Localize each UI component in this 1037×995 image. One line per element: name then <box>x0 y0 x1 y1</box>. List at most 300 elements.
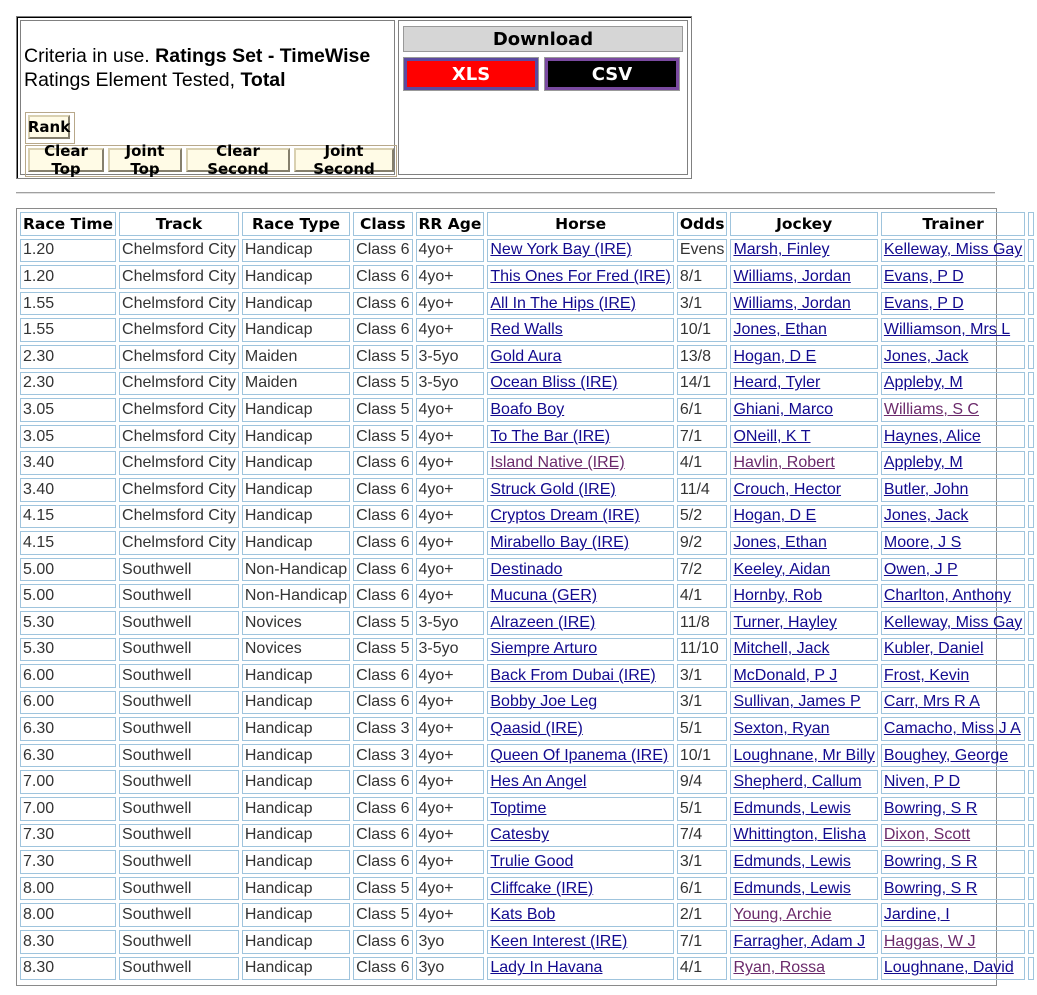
header-extra <box>1028 212 1034 236</box>
odds-cell: 10/1 <box>677 744 728 768</box>
trainer-link[interactable]: Appleby, M <box>883 374 963 392</box>
jockey-cell <box>730 531 877 555</box>
trainer-link[interactable]: Evans, P D <box>883 267 964 285</box>
horse-link[interactable]: Qaasid (IRE) <box>490 720 583 738</box>
rr-age-cell: 4yo+ <box>416 797 485 821</box>
race-time-cell: 3.40 <box>20 451 116 475</box>
table-row <box>20 744 1034 768</box>
jockey-link[interactable]: Jones, Ethan <box>733 321 827 339</box>
extra-cell <box>1028 770 1034 794</box>
table-row <box>20 877 1034 901</box>
header-horse: Horse <box>487 212 673 236</box>
horse-link[interactable]: Kats Bob <box>490 906 556 924</box>
rr-age-cell: 4yo+ <box>416 558 485 582</box>
class-cell: Class 5 <box>353 638 412 662</box>
jockey-link[interactable]: Whittington, Elisha <box>733 826 866 844</box>
class-cell: Class 6 <box>353 930 412 954</box>
horse-link[interactable]: Struck Gold (IRE) <box>490 480 616 498</box>
trainer-cell <box>881 451 1025 475</box>
class-cell: Class 6 <box>353 265 412 289</box>
jockey-cell <box>730 611 877 635</box>
horse-link[interactable]: New York Bay (IRE) <box>490 241 632 259</box>
odds-cell: 10/1 <box>677 318 728 342</box>
horse-cell <box>487 770 673 794</box>
race-time-cell: 1.55 <box>20 292 116 316</box>
trainer-link[interactable]: Evans, P D <box>883 294 964 312</box>
jockey-link[interactable]: Edmunds, Lewis <box>733 879 851 897</box>
track-cell: Southwell <box>119 611 239 635</box>
table-row <box>20 584 1034 608</box>
header-race-time: Race Time <box>20 212 116 236</box>
jockey-cell <box>730 957 877 981</box>
race-time-cell: 2.30 <box>20 345 116 369</box>
rr-age-cell: 4yo+ <box>416 770 485 794</box>
extra-cell <box>1028 797 1034 821</box>
trainer-cell <box>881 239 1025 263</box>
class-cell: Class 5 <box>353 372 412 396</box>
track-cell: Southwell <box>119 903 239 927</box>
horse-cell <box>487 292 673 316</box>
criteria-line1-label: Criteria in use. <box>24 45 156 67</box>
jockey-cell <box>730 930 877 954</box>
header-jockey: Jockey <box>730 212 877 236</box>
jockey-cell <box>730 770 877 794</box>
race-time-cell: 1.55 <box>20 318 116 342</box>
trainer-cell <box>881 638 1025 662</box>
horse-link[interactable]: Siempre Arturo <box>490 640 598 658</box>
trainer-link[interactable]: Haynes, Alice <box>883 427 981 445</box>
table-row <box>20 478 1034 502</box>
horse-cell <box>487 930 673 954</box>
horse-link[interactable]: Cliffcake (IRE) <box>490 879 594 897</box>
jockey-cell <box>730 744 877 768</box>
trainer-cell <box>881 558 1025 582</box>
race-type-cell: Novices <box>242 611 350 635</box>
race-time-cell: 1.20 <box>20 239 116 263</box>
race-time-cell: 3.05 <box>20 425 116 449</box>
trainer-link[interactable]: Frost, Kevin <box>883 666 970 684</box>
horse-cell <box>487 797 673 821</box>
trainer-link[interactable]: Owen, J P <box>883 560 958 578</box>
horse-link[interactable]: Gold Aura <box>490 347 562 365</box>
track-cell: Southwell <box>119 638 239 662</box>
odds-cell: 11/8 <box>677 611 728 635</box>
odds-cell: 3/1 <box>677 664 728 688</box>
jockey-cell <box>730 824 877 848</box>
jockey-link[interactable]: Farragher, Adam J <box>733 932 866 950</box>
rr-age-cell: 4yo+ <box>416 584 485 608</box>
rr-age-cell: 4yo+ <box>416 478 485 502</box>
track-cell: Chelmsford City <box>119 292 239 316</box>
track-cell: Southwell <box>119 824 239 848</box>
class-cell: Class 5 <box>353 345 412 369</box>
table-row <box>20 425 1034 449</box>
jockey-link[interactable]: Young, Archie <box>733 906 832 924</box>
horse-cell <box>487 372 673 396</box>
table-row <box>20 691 1034 715</box>
odds-cell: 14/1 <box>677 372 728 396</box>
horse-link[interactable]: Ocean Bliss (IRE) <box>490 374 618 392</box>
odds-cell: 7/1 <box>677 930 728 954</box>
jockey-cell <box>730 318 877 342</box>
extra-cell <box>1028 451 1034 475</box>
race-type-cell: Handicap <box>242 903 350 927</box>
race-time-cell: 5.30 <box>20 638 116 662</box>
horse-cell <box>487 691 673 715</box>
extra-cell <box>1028 584 1034 608</box>
jockey-link[interactable]: Ghiani, Marco <box>733 400 834 418</box>
jockey-cell <box>730 425 877 449</box>
rr-age-cell: 4yo+ <box>416 265 485 289</box>
rr-age-cell: 4yo+ <box>416 877 485 901</box>
jockey-link[interactable]: Turner, Hayley <box>733 613 837 631</box>
rr-age-cell: 4yo+ <box>416 744 485 768</box>
rr-age-cell: 4yo+ <box>416 717 485 741</box>
jockey-link[interactable]: Edmunds, Lewis <box>733 853 851 871</box>
class-cell: Class 3 <box>353 744 412 768</box>
trainer-cell <box>881 265 1025 289</box>
jockey-link[interactable]: Hogan, D E <box>733 507 817 525</box>
jockey-cell <box>730 877 877 901</box>
trainer-link[interactable]: Niven, P D <box>883 773 961 791</box>
odds-cell: 3/1 <box>677 691 728 715</box>
header-rr-age: RR Age <box>416 212 485 236</box>
odds-cell: 3/1 <box>677 292 728 316</box>
horse-link[interactable]: Cryptos Dream (IRE) <box>490 507 640 525</box>
jockey-link[interactable]: Jones, Ethan <box>733 533 827 551</box>
download-title: Download <box>403 26 683 52</box>
odds-cell: 8/1 <box>677 265 728 289</box>
horse-link[interactable]: Toptime <box>490 799 547 817</box>
odds-cell: 11/10 <box>677 638 728 662</box>
table-row <box>20 345 1034 369</box>
race-time-cell: 7.00 <box>20 770 116 794</box>
track-cell: Chelmsford City <box>119 451 239 475</box>
race-type-cell: Handicap <box>242 398 350 422</box>
odds-cell: 4/1 <box>677 584 728 608</box>
horse-link[interactable]: Mucuna (GER) <box>490 587 598 605</box>
jockey-link[interactable]: Shepherd, Callum <box>733 773 862 791</box>
trainer-cell <box>881 744 1025 768</box>
rr-age-cell: 4yo+ <box>416 824 485 848</box>
trainer-link[interactable]: Moore, J S <box>883 533 962 551</box>
horse-link[interactable]: Lady In Havana <box>490 959 603 977</box>
track-cell: Southwell <box>119 850 239 874</box>
class-cell: Class 5 <box>353 877 412 901</box>
jockey-link[interactable]: Crouch, Hector <box>733 480 842 498</box>
trainer-link[interactable]: Carr, Mrs R A <box>883 693 980 711</box>
race-type-cell: Handicap <box>242 239 350 263</box>
race-time-cell: 8.00 <box>20 903 116 927</box>
jockey-link[interactable]: Williams, Jordan <box>733 267 851 285</box>
trainer-cell <box>881 770 1025 794</box>
rr-age-cell: 3-5yo <box>416 611 485 635</box>
table-row <box>20 505 1034 529</box>
jockey-link[interactable]: Williams, Jordan <box>733 294 851 312</box>
jockey-cell <box>730 345 877 369</box>
class-cell: Class 6 <box>353 957 412 981</box>
table-row <box>20 531 1034 555</box>
trainer-cell <box>881 797 1025 821</box>
race-type-cell: Handicap <box>242 691 350 715</box>
jockey-link[interactable]: McDonald, P J <box>733 666 838 684</box>
horse-link[interactable]: Boafo Boy <box>490 400 565 418</box>
horse-link[interactable]: To The Bar (IRE) <box>490 427 611 445</box>
jockey-cell <box>730 797 877 821</box>
track-cell: Chelmsford City <box>119 425 239 449</box>
odds-cell: 5/1 <box>677 797 728 821</box>
jockey-cell <box>730 850 877 874</box>
class-cell: Class 6 <box>353 824 412 848</box>
jockey-link[interactable]: Hogan, D E <box>733 347 817 365</box>
jockey-cell <box>730 691 877 715</box>
extra-cell <box>1028 505 1034 529</box>
table-row <box>20 611 1034 635</box>
rr-age-cell: 4yo+ <box>416 398 485 422</box>
jockey-link[interactable]: Heard, Tyler <box>733 374 821 392</box>
trainer-link[interactable]: Butler, John <box>883 480 969 498</box>
race-type-cell: Handicap <box>242 797 350 821</box>
race-type-cell: Handicap <box>242 451 350 475</box>
jockey-link[interactable]: Marsh, Finley <box>733 241 830 259</box>
trainer-link[interactable]: Jones, Jack <box>883 507 969 525</box>
race-type-cell: Non-Handicap <box>242 558 350 582</box>
table-row <box>20 957 1034 981</box>
race-type-cell: Handicap <box>242 478 350 502</box>
track-cell: Southwell <box>119 717 239 741</box>
jockey-link[interactable]: Keeley, Aidan <box>733 560 831 578</box>
race-type-cell: Handicap <box>242 850 350 874</box>
ratings-element-value: Total <box>240 69 286 91</box>
trainer-link[interactable]: Camacho, Miss J A <box>883 720 1021 738</box>
odds-cell: 9/2 <box>677 531 728 555</box>
jockey-cell <box>730 265 877 289</box>
trainer-link[interactable]: Williamson, Mrs L <box>883 321 1011 339</box>
trainer-cell <box>881 345 1025 369</box>
horse-link[interactable]: Queen Of Ipanema (IRE) <box>490 746 669 764</box>
trainer-link[interactable]: Dixon, Scott <box>883 826 971 844</box>
horse-cell <box>487 451 673 475</box>
horse-cell <box>487 505 673 529</box>
extra-cell <box>1028 850 1034 874</box>
rr-age-cell: 3-5yo <box>416 638 485 662</box>
track-cell: Southwell <box>119 584 239 608</box>
horse-cell <box>487 345 673 369</box>
criteria-box <box>20 20 395 178</box>
rr-age-cell: 4yo+ <box>416 292 485 316</box>
trainer-link[interactable]: Bowring, S R <box>883 853 978 871</box>
extra-cell <box>1028 691 1034 715</box>
rank-button[interactable]: Rank <box>28 115 70 139</box>
download-box <box>398 20 688 175</box>
rr-age-cell: 4yo+ <box>416 451 485 475</box>
trainer-link[interactable]: Kubler, Daniel <box>883 640 984 658</box>
table-header-row <box>20 212 1034 236</box>
trainer-link[interactable]: Appleby, M <box>883 454 963 472</box>
trainer-link[interactable]: Haggas, W J <box>883 932 976 950</box>
track-cell: Chelmsford City <box>119 531 239 555</box>
trainer-link[interactable]: Bowring, S R <box>883 799 978 817</box>
jockey-link[interactable]: Havlin, Robert <box>733 454 835 472</box>
odds-cell: 6/1 <box>677 398 728 422</box>
jockey-cell <box>730 505 877 529</box>
track-cell: Chelmsford City <box>119 239 239 263</box>
rr-age-cell: 4yo+ <box>416 239 485 263</box>
horse-link[interactable]: All In The Hips (IRE) <box>490 294 636 312</box>
trainer-link[interactable]: Williams, S C <box>883 400 979 418</box>
horse-link[interactable]: Back From Dubai (IRE) <box>490 666 656 684</box>
horse-cell <box>487 611 673 635</box>
extra-cell <box>1028 558 1034 582</box>
race-time-cell: 6.30 <box>20 717 116 741</box>
track-cell: Chelmsford City <box>119 345 239 369</box>
track-cell: Southwell <box>119 558 239 582</box>
race-time-cell: 7.00 <box>20 797 116 821</box>
extra-cell <box>1028 930 1034 954</box>
xls-download-button[interactable]: XLS <box>404 58 538 90</box>
class-cell: Class 5 <box>353 611 412 635</box>
jockey-cell <box>730 717 877 741</box>
trainer-cell <box>881 318 1025 342</box>
divider <box>16 192 995 194</box>
race-type-cell: Handicap <box>242 425 350 449</box>
odds-cell: 2/1 <box>677 903 728 927</box>
jockey-link[interactable]: Loughnane, Mr Billy <box>733 746 875 764</box>
jockey-link[interactable]: Edmunds, Lewis <box>733 799 851 817</box>
csv-download-button[interactable]: CSV <box>545 58 679 90</box>
track-cell: Chelmsford City <box>119 398 239 422</box>
trainer-cell <box>881 478 1025 502</box>
horse-link[interactable]: Catesby <box>490 826 550 844</box>
rr-age-cell: 4yo+ <box>416 664 485 688</box>
trainer-cell <box>881 877 1025 901</box>
jockey-cell <box>730 478 877 502</box>
trainer-cell <box>881 930 1025 954</box>
horse-link[interactable]: This Ones For Fred (IRE) <box>490 267 671 285</box>
race-time-cell: 1.20 <box>20 265 116 289</box>
odds-cell: 7/4 <box>677 824 728 848</box>
rr-age-cell: 3yo <box>416 930 485 954</box>
jockey-link[interactable]: Sexton, Ryan <box>733 720 830 738</box>
race-time-cell: 5.30 <box>20 611 116 635</box>
trainer-link[interactable]: Kelleway, Miss Gay <box>883 613 1023 631</box>
joint-second-button[interactable]: Joint Second <box>294 148 394 172</box>
header-class: Class <box>353 212 412 236</box>
jockey-link[interactable]: Hornby, Rob <box>733 587 823 605</box>
class-cell: Class 6 <box>353 797 412 821</box>
race-time-cell: 4.15 <box>20 505 116 529</box>
track-cell: Southwell <box>119 957 239 981</box>
class-cell: Class 6 <box>353 691 412 715</box>
extra-cell <box>1028 292 1034 316</box>
trainer-link[interactable]: Loughnane, David <box>883 959 1014 977</box>
race-time-cell: 3.40 <box>20 478 116 502</box>
extra-cell <box>1028 372 1034 396</box>
race-time-cell: 7.30 <box>20 824 116 848</box>
clear-top-button[interactable]: Clear Top <box>28 148 104 172</box>
trainer-link[interactable]: Charlton, Anthony <box>883 587 1012 605</box>
class-cell: Class 6 <box>353 478 412 502</box>
joint-top-button[interactable]: Joint Top <box>108 148 182 172</box>
rr-age-cell: 3-5yo <box>416 372 485 396</box>
odds-cell: 13/8 <box>677 345 728 369</box>
horse-link[interactable]: Hes An Angel <box>490 773 587 791</box>
rr-age-cell: 4yo+ <box>416 850 485 874</box>
track-cell: Southwell <box>119 770 239 794</box>
ratings-set-value: Ratings Set - TimeWise <box>155 45 371 67</box>
class-cell: Class 3 <box>353 717 412 741</box>
trainer-link[interactable]: Jones, Jack <box>883 347 969 365</box>
trainer-link[interactable]: Kelleway, Miss Gay <box>883 241 1023 259</box>
jockey-cell <box>730 638 877 662</box>
table-row <box>20 797 1034 821</box>
jockey-cell <box>730 664 877 688</box>
horse-link[interactable]: Island Native (IRE) <box>490 454 625 472</box>
jockey-link[interactable]: Ryan, Rossa <box>733 959 826 977</box>
rr-age-cell: 4yo+ <box>416 505 485 529</box>
extra-cell <box>1028 239 1034 263</box>
table-row <box>20 372 1034 396</box>
horse-link[interactable]: Bobby Joe Leg <box>490 693 598 711</box>
table-body <box>20 239 1034 981</box>
extra-cell <box>1028 744 1034 768</box>
horse-link[interactable]: Destinado <box>490 560 563 578</box>
race-time-cell: 4.15 <box>20 531 116 555</box>
trainer-link[interactable]: Boughey, George <box>883 746 1009 764</box>
class-cell: Class 5 <box>353 425 412 449</box>
horse-link[interactable]: Alrazeen (IRE) <box>490 613 596 631</box>
jockey-link[interactable]: Sullivan, James P <box>733 693 861 711</box>
horse-link[interactable]: Trulie Good <box>490 853 574 871</box>
trainer-cell <box>881 664 1025 688</box>
extra-cell <box>1028 398 1034 422</box>
jockey-link[interactable]: ONeill, K T <box>733 427 811 445</box>
race-time-cell: 6.00 <box>20 664 116 688</box>
horse-cell <box>487 664 673 688</box>
table-row <box>20 451 1034 475</box>
class-cell: Class 6 <box>353 584 412 608</box>
jockey-cell <box>730 239 877 263</box>
race-time-cell: 3.05 <box>20 398 116 422</box>
trainer-link[interactable]: Bowring, S R <box>883 879 978 897</box>
trainer-link[interactable]: Jardine, I <box>883 906 950 924</box>
trainer-cell <box>881 398 1025 422</box>
track-cell: Chelmsford City <box>119 478 239 502</box>
odds-cell: Evens <box>677 239 728 263</box>
trainer-cell <box>881 292 1025 316</box>
table-row <box>20 292 1034 316</box>
horse-link[interactable]: Keen Interest (IRE) <box>490 932 628 950</box>
race-type-cell: Handicap <box>242 292 350 316</box>
horse-cell <box>487 318 673 342</box>
race-time-cell: 5.00 <box>20 584 116 608</box>
class-cell: Class 6 <box>353 451 412 475</box>
class-cell: Class 6 <box>353 318 412 342</box>
table-row <box>20 770 1034 794</box>
jockey-cell <box>730 398 877 422</box>
jockey-link[interactable]: Mitchell, Jack <box>733 640 830 658</box>
extra-cell <box>1028 265 1034 289</box>
header-odds: Odds <box>677 212 728 236</box>
rr-age-cell: 4yo+ <box>416 531 485 555</box>
clear-second-button[interactable]: Clear Second <box>186 148 290 172</box>
race-time-cell: 6.30 <box>20 744 116 768</box>
horse-link[interactable]: Mirabello Bay (IRE) <box>490 533 630 551</box>
rr-age-cell: 4yo+ <box>416 318 485 342</box>
results-table <box>17 209 1037 983</box>
horse-link[interactable]: Red Walls <box>490 321 563 339</box>
horse-cell <box>487 558 673 582</box>
